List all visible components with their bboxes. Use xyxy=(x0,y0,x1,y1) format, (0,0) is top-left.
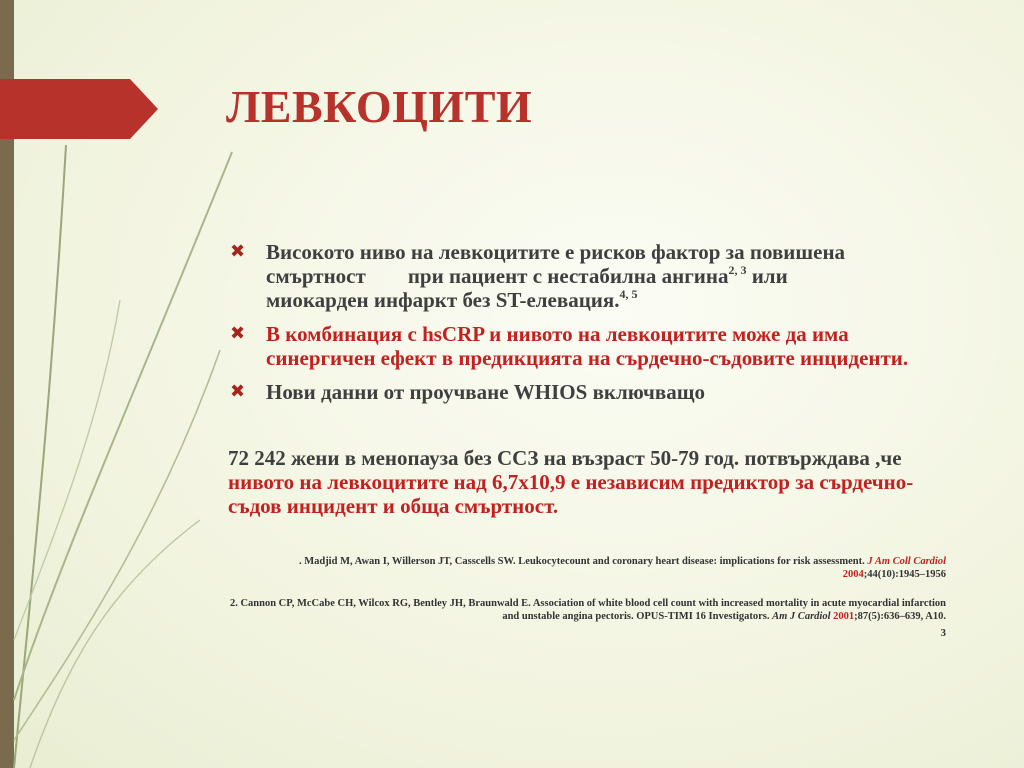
bullet-item xyxy=(228,240,958,312)
slide-title: ЛЕВКОЦИТИ xyxy=(226,81,533,132)
bullet-text: Високото ниво на левкоцитите е рисков фактор за повишена смъртност при пациент с нестабилна ангина$^{2, 3}$ или миокарден инфаркт без ST-елевация.$^{4, 5}$ xyxy=(266,240,846,312)
reference-item: . Madjid M, Awan I, Willerson JT, Casscells SW. Leukocytecount and coronary heart disease: implications for risk assessment. J Am Coll Cardiol 2004;44(10):1945–1956 xyxy=(298,556,946,580)
bullet-text: Нови данни от проучване WHIOS включващо xyxy=(266,380,705,404)
bullet-text-highlight: В комбинация с hsCRP и нивото на левкоцитите може да има синергичен ефект в предикцията на сърдечно-съдовите инциденти. xyxy=(266,322,909,370)
page-number: 3 xyxy=(940,627,946,639)
body-paragraph: 72 242 жени в менопауза без ССЗ на възраст 50-79 год. потвърждава ,че нивото на левкоцитите над 6,7x10,9 е независим предиктор за сърдечно-съдов инцидент и обща смъртност. xyxy=(228,446,914,518)
bullet-item xyxy=(228,380,958,404)
x-mark-icon: ✖ xyxy=(230,381,246,402)
bullet-item xyxy=(228,322,958,370)
references xyxy=(216,555,946,639)
title-arrow-band xyxy=(0,79,158,139)
highlight-text: нивото на левкоцитите над 6,7x10,9 е независим предиктор за сърдечно-съдов инцидент и обща смъртност. xyxy=(228,470,914,518)
citation-superscript: 2, 3 xyxy=(728,263,747,277)
x-mark-icon: ✖ xyxy=(230,241,246,262)
x-mark-icon: ✖ xyxy=(230,323,246,344)
reference-item: 2. Cannon CP, McCabe CH, Wilcox RG, Bentley JH, Braunwald E. Association of white blood cell count with increased mortality in acute myocardial infarction and unstable angina pectoris. OPUS-TIMI 16 Investigators. Am J Cardiol 2001;87(5):636–639, A10. xyxy=(229,598,946,622)
citation-superscript: 4, 5 xyxy=(619,287,638,301)
bullet-list xyxy=(228,240,958,414)
